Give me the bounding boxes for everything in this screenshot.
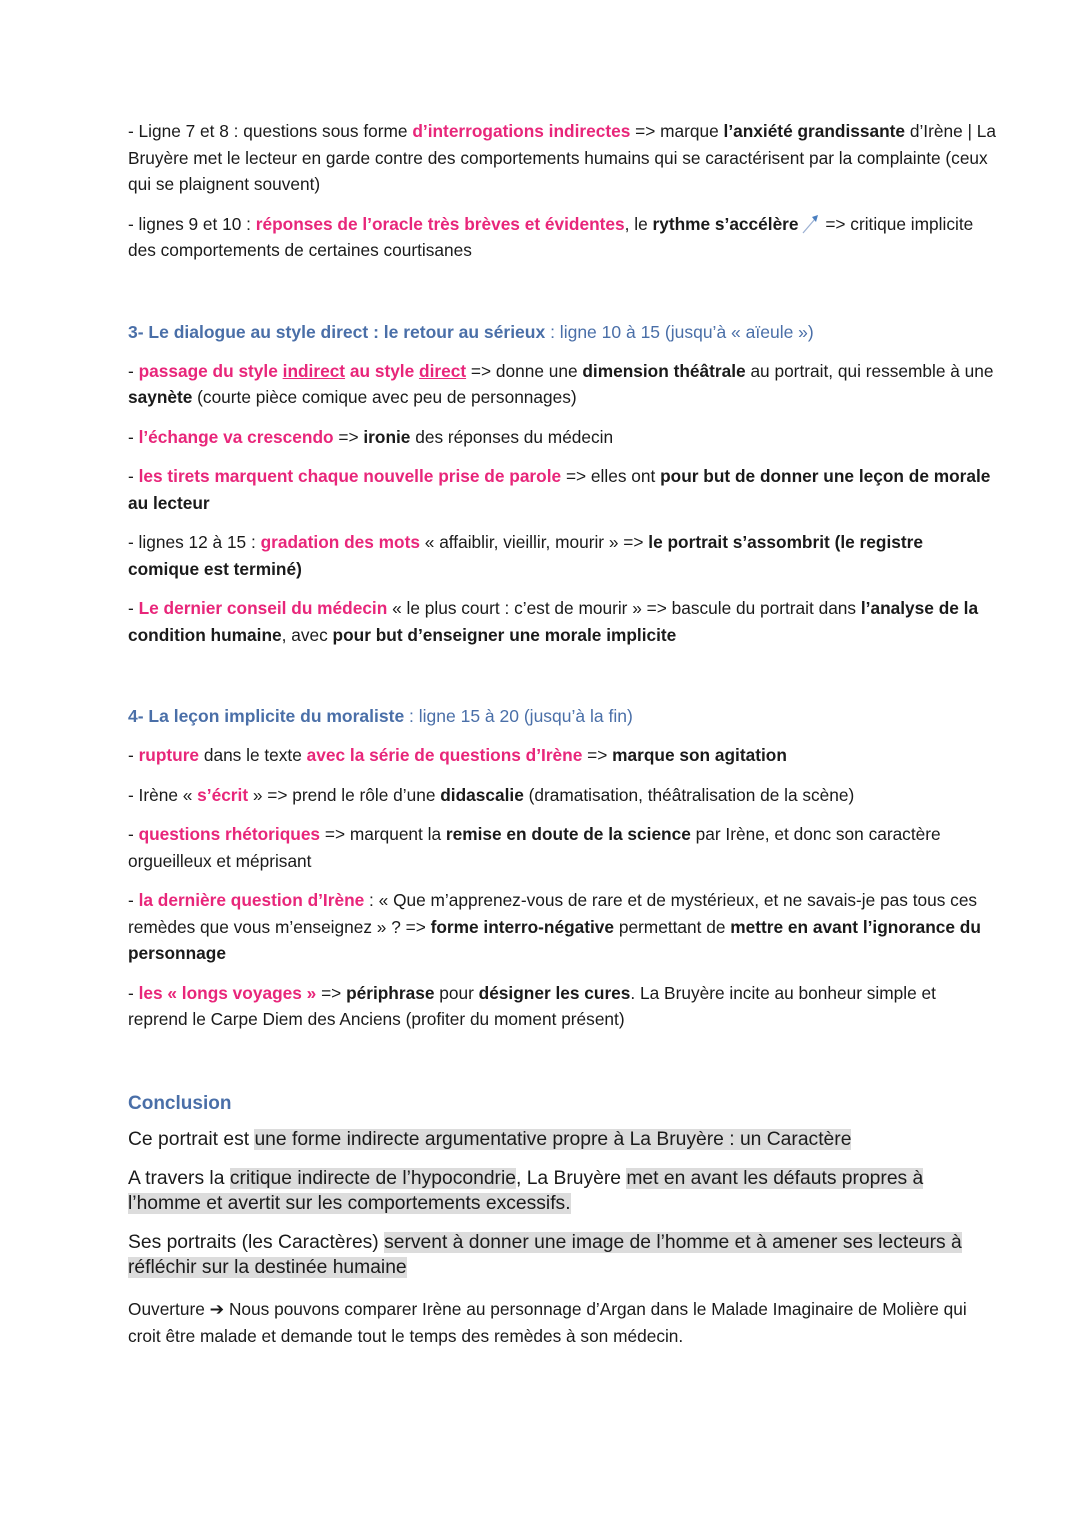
text: => elles ont [561, 466, 661, 486]
emphasis: dimension théâtrale [582, 360, 746, 381]
grey-highlight: critique indirecte de l’hypocondrie [229, 1168, 516, 1189]
text: => [333, 426, 364, 447]
text: permettant de [614, 916, 731, 937]
heading-rest: : ligne 10 à 15 (jusqu’à « aïeule ») [545, 321, 814, 342]
ouverture [128, 1296, 998, 1349]
text: . La Bruyère incite au bonheur simple et reprend le Carpe Diem des Anciens (profiter du moment présent) [128, 982, 936, 1029]
highlight-pink: l’échange va crescendo [138, 426, 334, 447]
highlight-pink: les tirets marquent chaque nouvelle prise de parole [138, 466, 562, 486]
emphasis: l’anxiété grandissante [723, 121, 906, 141]
grey-highlight: une forme indirecte argumentative propre à La Bruyère : un Caractère [254, 1128, 852, 1150]
conclusion-p3 [128, 1231, 998, 1280]
text: « le plus court : c’est de mourir » => bascule du portrait dans [387, 598, 861, 618]
text: « affaiblir, vieillir, mourir » => [419, 532, 649, 552]
heading-bold: 4- La leçon implicite du moraliste [128, 706, 405, 726]
text: => [316, 982, 347, 1003]
text: A travers la [128, 1168, 230, 1189]
conclusion-p1 [128, 1128, 998, 1153]
highlight-pink: avec la série de questions d’Irène [306, 745, 583, 765]
text: - [128, 745, 139, 765]
emphasis: remise en doute de la science [445, 824, 691, 844]
emphasis: pour but de donner une leçon de morale au lecteur [128, 466, 991, 513]
text: - lignes 9 et 10 : [128, 213, 256, 234]
conclusion-p2 [128, 1167, 998, 1216]
emphasis: ironie [363, 426, 411, 447]
text: Ce portrait est [128, 1128, 255, 1150]
highlight-pink: réponses de l’oracle très brèves et évidentes [255, 213, 625, 234]
text: - Irène « [128, 784, 198, 805]
text: Ses portraits (les Caractères) [128, 1232, 385, 1253]
highlight-pink: questions rhétoriques [138, 824, 321, 844]
part2-line-7-8 [128, 118, 998, 198]
part4-item-5 [128, 980, 998, 1033]
text: , avec [281, 624, 333, 645]
text: => marquent la [320, 824, 446, 844]
ouverture-label: Ouverture [128, 1299, 205, 1319]
highlight-pink: rupture [138, 745, 200, 765]
text: - [128, 426, 139, 447]
section-3-heading [128, 319, 998, 345]
arrow-up-right-icon [801, 214, 819, 234]
arrow-right-icon: ➔ [209, 1299, 225, 1319]
heading-rest: : ligne 15 à 20 (jusqu’à la fin) [404, 706, 633, 726]
text: » => prend le rôle d’une [248, 784, 441, 805]
emphasis: saynète [128, 387, 193, 407]
text: - [128, 360, 139, 381]
text: , le [624, 213, 653, 234]
part3-item-5 [128, 595, 998, 648]
text: par Irène, et donc son caractère orgueilleux et méprisant [128, 824, 941, 871]
text: dans le texte [199, 745, 307, 765]
text: , La Bruyère [515, 1168, 627, 1189]
emphasis: le portrait s’assombrit [648, 532, 830, 552]
grey-highlight: servent à donner une image de l’homme et à amener ses lecteurs à réfléchir sur la destinée humaine [128, 1232, 962, 1278]
part4-item-2 [128, 782, 998, 809]
highlight-pink-underline: indirect [282, 360, 346, 381]
highlight-pink: la dernière question d’Irène [138, 890, 365, 910]
part2-line-9-10 [128, 211, 998, 264]
text: Nous pouvons comparer Irène au personnage d’Argan dans le Malade Imaginaire de Molière qui croit être malade et demande tout le temps des remèdes à son médecin. [128, 1299, 967, 1346]
heading-bold: 3- Le dialogue au style direct : le retour au sérieux [128, 321, 546, 342]
highlight-pink: gradation des mots [260, 532, 420, 552]
emphasis: rythme s’accélère [652, 213, 799, 234]
text: d’Irène | La Bruyère met le lecteur en garde contre des comportements humains qui se caractérisent par la complainte (ceux qui se plaignent souvent) [128, 121, 997, 194]
emphasis: désigner les cures [478, 982, 631, 1003]
text: (courte pièce comique avec peu de personnages) [192, 387, 577, 407]
conclusion-title: Conclusion [128, 1092, 232, 1114]
text: => critique implicite des comportements de certaines courtisanes [128, 213, 974, 260]
part4-item-1 [128, 742, 998, 769]
emphasis: didascalie [440, 784, 524, 805]
text: pour [434, 982, 479, 1003]
emphasis: périphrase [346, 982, 435, 1003]
emphasis: ) [296, 558, 302, 579]
highlight-pink: Le dernier conseil du médecin [138, 598, 388, 618]
document-page [128, 118, 998, 1349]
text: - [128, 824, 139, 844]
text: des réponses du médecin [410, 426, 614, 447]
part3-item-3 [128, 463, 998, 516]
text: - [128, 982, 139, 1003]
highlight-pink-underline: direct [419, 360, 467, 381]
emphasis: pour but d’enseigner une morale implicite [332, 624, 677, 645]
text: - [128, 466, 139, 486]
emphasis: l’analyse de la condition humaine [128, 598, 979, 645]
emphasis: le registre comique est terminé [128, 532, 923, 579]
text: => marque [630, 121, 724, 141]
emphasis: marque son agitation [612, 745, 787, 765]
part4-item-4 [128, 887, 998, 967]
part3-item-4 [128, 529, 998, 582]
emphasis: mettre en avant l’ignorance du personnage [128, 916, 981, 963]
highlight-pink: d’interrogations indirectes [412, 121, 631, 141]
emphasis: ( [829, 532, 841, 552]
highlight-pink: au style [345, 360, 420, 381]
emphasis: forme interro-négative [430, 916, 615, 937]
highlight-pink: passage du style [138, 360, 283, 381]
text: - [128, 890, 139, 910]
part3-item-2 [128, 424, 998, 451]
text: : « Que m’apprenez-vous de rare et de mystérieux, et ne savais-je pas tous ces remèdes que vous m’enseignez » ? => [128, 890, 978, 937]
text: au portrait, qui ressemble à une [745, 360, 994, 381]
text: - Ligne 7 et 8 : questions sous forme [128, 121, 413, 141]
part4-item-3 [128, 821, 998, 874]
section-4-heading [128, 703, 998, 729]
text: => [582, 745, 613, 765]
text: (dramatisation, théâtralisation de la scène) [523, 784, 855, 805]
text: => donne une [466, 360, 583, 381]
text: - lignes 12 à 15 : [128, 532, 261, 552]
highlight-pink: s’écrit [197, 784, 249, 805]
highlight-pink: les « longs voyages » [138, 982, 317, 1003]
part3-item-1 [128, 358, 998, 411]
grey-highlight: met en avant les défauts propres à l’homme et avertit sur les comportements excessifs. [128, 1168, 924, 1214]
text: - [128, 598, 139, 618]
